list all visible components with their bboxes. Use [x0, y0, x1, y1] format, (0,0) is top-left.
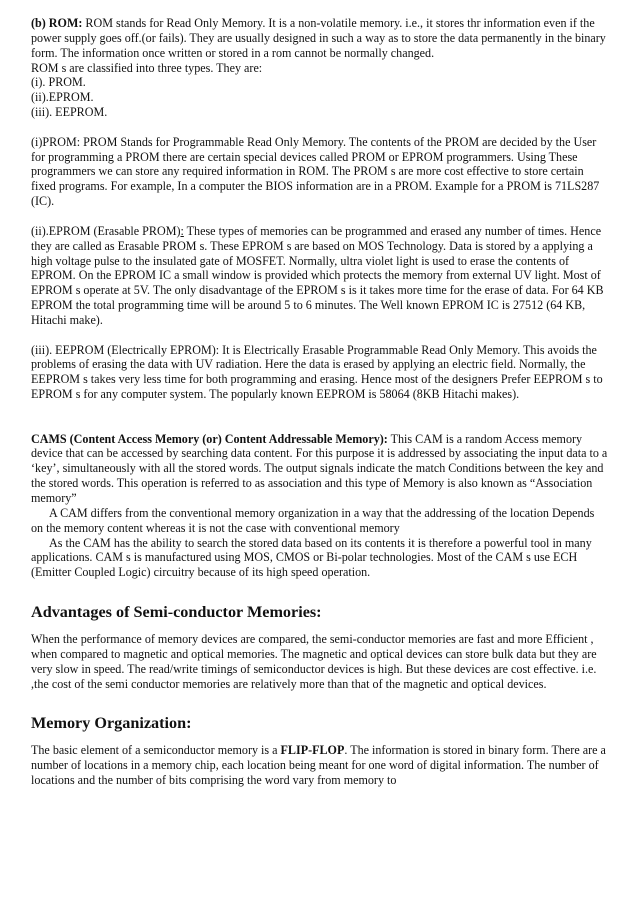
memory-organization-heading: Memory Organization:	[31, 714, 192, 733]
rom-type-item: (iii). EEPROM.	[31, 105, 108, 120]
eprom-paragraph	[31, 224, 609, 328]
eprom-body: These types of memories can be programmed and erased any number of times. Hence they are called as Erasable PROM s. These EPROM s are based on MOS Technology. Data is stored by a applying a high voltage pulse to the insulated gate of MOSFET. Normally, ultra violet light is used to erase the contents of EPROM. On the EPROM IC a small window is provided which protects the memory from external UV light. Most of EPROM s operate at 5V. The only disadvantage of the EPROM s is it takes more time for the erase of data. For 64 KB EPROM the total programming time will be around 5 to 6 minutes. The Well known EPROM IC is 27512 (64 KB, Hitachi make).	[31, 223, 604, 327]
cams-body: This CAM is a random Access memory device that can be accessed by searching data content. For this purpose it is addressed by associating the input data to a ‘key’, simultaneously with all the stored words. The output signals indicate the match Conditions between the key and the stored words. This operation is referred to as association and this type of Memory is also known as “Association memory”	[31, 431, 608, 505]
flip-flop-term: FLIP-FLOP	[280, 743, 345, 758]
advantages-heading: Advantages of Semi-conductor Memories:	[31, 603, 322, 622]
rom-intro-paragraph	[31, 16, 609, 61]
prom-paragraph: (i)PROM: PROM Stands for Programmable Read Only Memory. The contents of the PROM are decided by the User for programming a PROM there are certain special devices called PROM or EPROM programmers. Using These programmers we can store any required information in ROM. The PROM s are more cost effective to store certain fixed programs. For example, In a computer the BIOS information are in a PROM. Example for a PROM is 71LS287 (IC).	[31, 134, 600, 209]
memory-organization-paragraph	[31, 743, 609, 788]
document-page	[31, 16, 609, 788]
eprom-lead: (ii).EPROM (Erasable PROM)	[31, 223, 181, 238]
cams-paragraph-3: As the CAM has the ability to search the stored data based on its contents it is therefore a powerful tool in many applications. CAM s is manufactured using MOS, CMOS or Bi-polar technologies. Most of the CAM s use ECH (Emitter Coupled Logic) circuitry because of its high speed operation.	[31, 535, 592, 580]
cams-heading: CAMS (Content Access Memory (or) Content Addressable Memory):	[31, 431, 388, 446]
rom-types-intro: ROM s are classified into three types. They are:	[31, 60, 263, 75]
rom-heading: (b) ROM:	[31, 16, 83, 30]
rom-intro-text: ROM stands for Read Only Memory. It is a non-volatile memory. i.e., it stores thr information even if the power supply goes off.(or fails). They are usually designed in such a way as to store the data permanently in the binary form. The information once written or stored in a rom cannot be normally changed.	[31, 16, 606, 60]
organization-text-rest: . The information is stored in binary form. There are a number of locations in a memory chip, each location being meant for one word of digital information. The number of locations and the number of bits comprising the word vary from memory to	[31, 743, 606, 788]
rom-type-item: (i). PROM.	[31, 75, 86, 90]
cams-paragraph	[31, 432, 609, 506]
organization-text-start: The basic element of a semiconductor memory is a	[31, 743, 281, 758]
eprom-colon: :	[180, 223, 184, 238]
rom-type-item: (ii).EPROM.	[31, 90, 94, 105]
eeprom-paragraph: (iii). EEPROM (Electrically EPROM): It is Electrically Erasable Programmable Read Only Memory. This avoids the problems of erasing the data with UV radiation. Here the data is erased by applying an electric field. Normally, the EEPROM s takes very less time for both programming and erasing. Hence most of the designers Prefer EEPROM s to EPROM s for any computer system. The popularly known EEPROM is 58064 (8KB Hitachi makes).	[31, 342, 603, 402]
advantages-paragraph: When the performance of memory devices are compared, the semi-conductor memories are fast and more Efficient , when compared to magnetic and optical memories. The magnetic and optical devices can store bulk data but they are very slow in speed. The read/write timings of semiconductor devices is high. But these devices are cost effective. i.e. ,the cost of the semi conductor memories are relatively more than that of the magnetic and optical devices.	[31, 632, 597, 691]
cams-paragraph-2: A CAM differs from the conventional memory organization in a way that the addressing of the location Depends on the memory content whereas it is not the case with conventional memory	[31, 505, 595, 535]
